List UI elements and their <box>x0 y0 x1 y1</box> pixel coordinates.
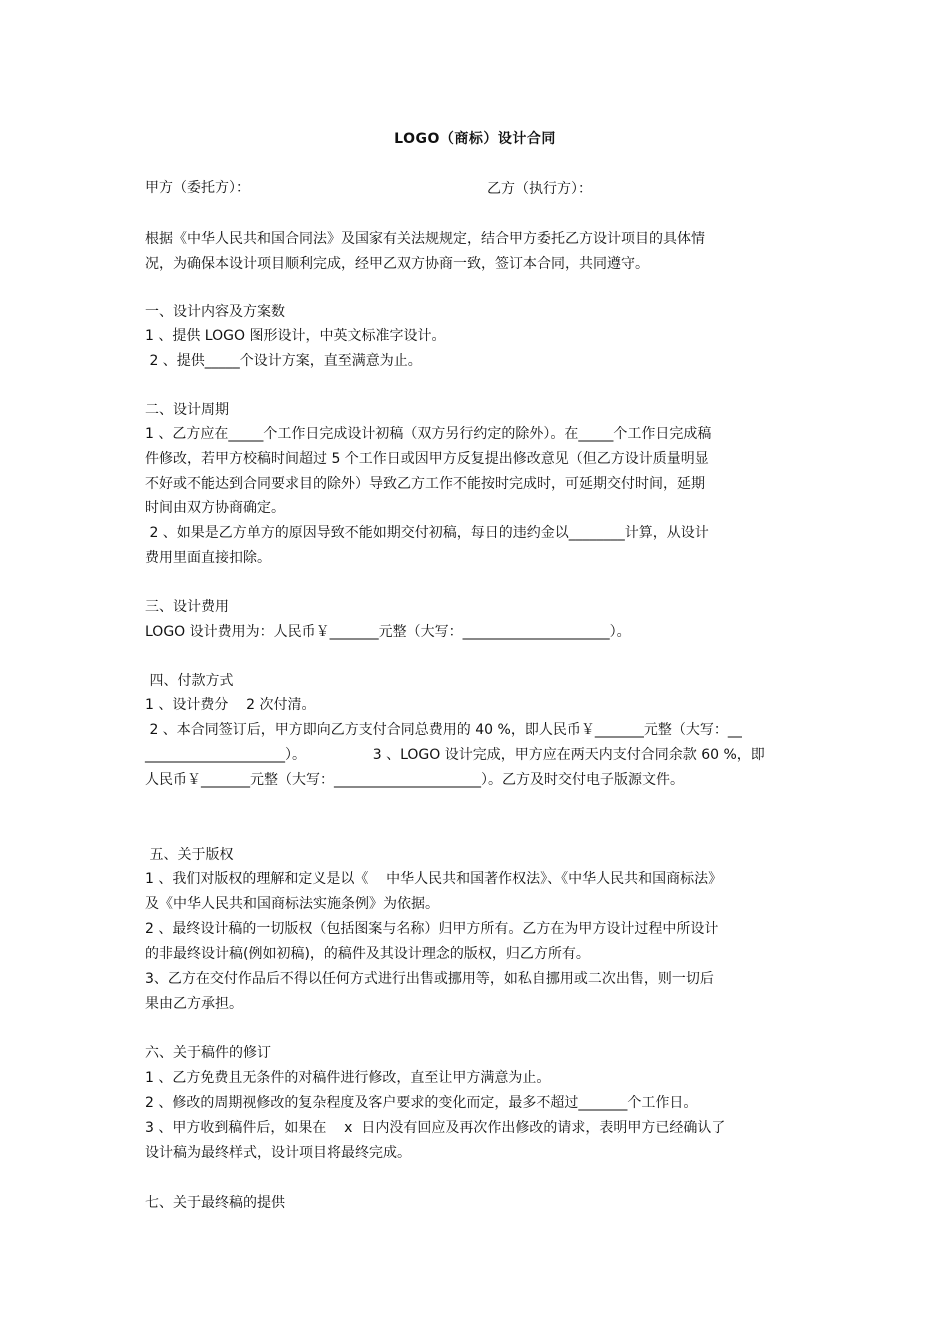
clause-line: 件修改，若甲方校稿时间超过 5 个工作日或因甲方反复提出修改意见（但乙方设计质量明显 <box>145 451 709 467</box>
section-heading: 五、关于版权 <box>145 847 234 863</box>
clause-line: 1 、我们对版权的理解和定义是以《 中华人民共和国著作权法》、《中华人民共和国商标法》 <box>145 871 723 887</box>
clause-line: LOGO 设计费用为：人民币￥_______元整（大写：_____________________）。 <box>145 624 631 640</box>
clause-line: 2 、本合同签订后，甲方即向乙方支付合同总费用的 40 %，即人民币￥_______元整（大写：__ <box>145 722 742 738</box>
clause-line: 费用里面直接扣除。 <box>145 550 271 566</box>
section-heading: 三、设计费用 <box>145 599 229 615</box>
preamble-line: 况，为确保本设计项目顺利完成，经甲乙双方协商一致，签订本合同，共同遵守。 <box>145 256 649 272</box>
clause-line: 2 、如果是乙方单方的原因导致不能如期交付初稿，每日的违约金以________计算，从设计 <box>145 525 709 541</box>
section-heading: 二、设计周期 <box>145 402 229 418</box>
clause-line: 2 、修改的周期视修改的复杂程度及客户要求的变化而定，最多不超过_______个工作日。 <box>145 1095 698 1111</box>
document-title: LOGO（商标）设计合同 <box>394 131 556 147</box>
clause-line: 1 、乙方免费且无条件的对稿件进行修改，直至让甲方满意为止。 <box>145 1070 551 1086</box>
clause-line: 1 、设计费分 2 次付清。 <box>145 697 316 713</box>
clause-line: 人民币￥_______元整（大写：_____________________）。乙方及时交付电子版源文件。 <box>145 772 684 788</box>
clause-line: 及《中华人民共和国商标法实施条例》为依据。 <box>145 896 439 912</box>
party-b-label: 乙方（执行方）： <box>487 181 592 197</box>
section-heading: 六、关于稿件的修订 <box>145 1045 271 1061</box>
clause-line: ____________________）。 3 、LOGO 设计完成，甲方应在两天内支付合同余款 60 %，即 <box>145 747 765 763</box>
party-a-label: 甲方（委托方）： <box>145 180 250 196</box>
section-heading: 七、关于最终稿的提供 <box>145 1195 285 1211</box>
clause-line: 2 、提供_____个设计方案，直至满意为止。 <box>145 353 422 369</box>
clause-line: 设计稿为最终样式，设计项目将最终完成。 <box>145 1145 411 1161</box>
section-heading: 四、付款方式 <box>145 673 234 689</box>
preamble-line: 根据《中华人民共和国合同法》及国家有关法规规定，结合甲方委托乙方设计项目的具体情 <box>145 231 705 247</box>
clause-line: 果由乙方承担。 <box>145 996 243 1012</box>
clause-line: 1 、提供 LOGO 图形设计，中英文标准字设计。 <box>145 328 446 344</box>
clause-line: 3 、甲方收到稿件后，如果在 x 日内没有回应及再次作出修改的请求，表明甲方已经确认了 <box>145 1120 726 1136</box>
section-heading: 一、设计内容及方案数 <box>145 304 285 320</box>
clause-line: 2 、最终设计稿的一切版权（包括图案与名称）归甲方所有。乙方在为甲方设计过程中所设计 <box>145 921 719 937</box>
clause-line: 的非最终设计稿(例如初稿)，的稿件及其设计理念的版权，归乙方所有。 <box>145 946 590 962</box>
clause-line: 时间由双方协商确定。 <box>145 500 285 516</box>
clause-line: 3、乙方在交付作品后不得以任何方式进行出售或挪用等，如私自挪用或二次出售，则一切后 <box>145 971 714 987</box>
clause-line: 不好或不能达到合同要求目的除外）导致乙方工作不能按时完成时，可延期交付时间，延期 <box>145 476 705 492</box>
clause-line: 1 、乙方应在_____个工作日完成设计初稿（双方另行约定的除外）。在_____个工作日完成稿 <box>145 426 712 442</box>
